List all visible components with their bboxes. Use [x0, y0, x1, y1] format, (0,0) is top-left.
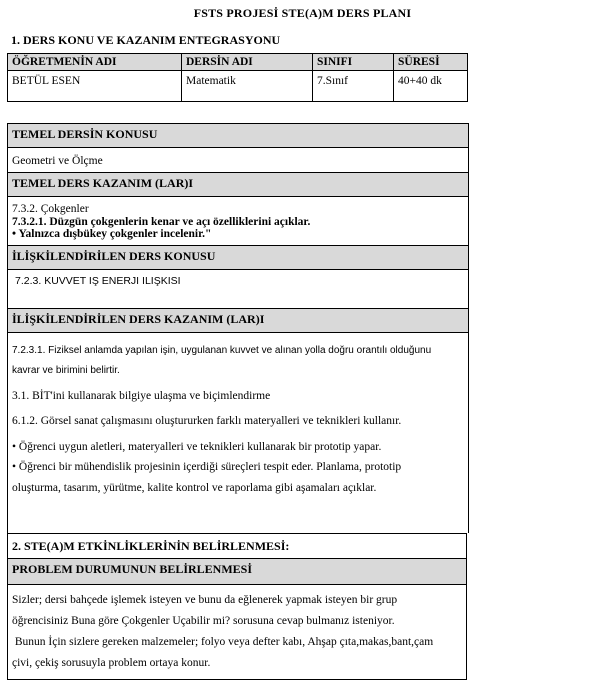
problem-box [7, 559, 467, 680]
kazanim-p4: • Öğrenci uygun aletleri, materyalleri ve teknikleri kullanarak bir prototip yapar. [12, 441, 382, 453]
duration: 40+40 dk [394, 71, 468, 102]
kazanim-line-3: • Yalnızca dışbükey çokgenler incelenir." [12, 228, 212, 240]
problem-line-1: Sizler; dersi bahçede işlemek isteyen ve bunu da eğlenerek yapmak isteyen bir grup [12, 594, 398, 606]
kazanim-p5b: oluşturma, tasarım, yürütme, kalite kontrol ve raporlama gibi aşamaları açıklar. [12, 482, 377, 494]
temel-kazanim-body [8, 197, 468, 245]
section-2-title: 2. STE(A)M ETKİNLİKLERİNİN BELİRLENMESİ: [12, 539, 290, 553]
iliskili-kazanim-header: İLİŞKİLENDİRİLEN DERS KAZANIM (LAR)I [8, 308, 468, 333]
temel-kazanim-header: TEMEL DERS KAZANIM (LAR)I [8, 172, 468, 197]
iliskili-konu-header: İLİŞKİLENDİRİLEN DERS KONUSU [8, 245, 468, 270]
kazanim-line-2: 7.3.2.1. Düzgün çokgenlerin kenar ve açı özelliklerini açıklar. [12, 216, 311, 228]
page-title: FSTS PROJESİ STE(A)M DERS PLANI [193, 6, 412, 20]
header-teacher: ÖĞRETMENİN ADI [8, 54, 182, 71]
kazanim-p2: 3.1. BİT'ini kullanarak bilgiye ulaşma ve biçimlendirme [12, 390, 271, 402]
problem-header: PROBLEM DURUMUNUN BELİRLENMESİ [8, 559, 466, 585]
info-table [7, 53, 468, 102]
class-name: 7.Sınıf [313, 71, 394, 102]
header-class: SINIFI [313, 54, 394, 71]
kazanim-p1b: kavrar ve birimini belirtir. [12, 365, 120, 376]
kazanim-line-1: 7.3.2. Çokgenler [12, 203, 89, 215]
plan-box [7, 123, 469, 533]
problem-body [8, 585, 466, 673]
temel-konu-header: TEMEL DERSİN KONUSU [8, 123, 468, 148]
problem-line-3: Bunun İçin sizlere gereken malzemeler; folyo veya defter kabı, Ahşap çıta,makas,bant,çam [12, 636, 434, 648]
section-2-bar [7, 533, 467, 559]
teacher-name: BETÜL ESEN [8, 71, 182, 102]
iliskili-konu-text: 7.2.3. KUVVET IŞ ENERJI ILIŞKISI [15, 275, 181, 287]
iliskili-kazanim-body [8, 333, 468, 498]
header-duration: SÜRESİ [394, 54, 468, 71]
header-course: DERSİN ADI [182, 54, 313, 71]
kazanim-p3: 6.1.2. Görsel sanat çalışmasını oluştururken farklı materyalleri ve teknikleri kullanır. [12, 415, 402, 427]
problem-line-2: öğrencisiniz Buna göre Çokgenler Uçabilir mi? sorusuna cevap bulmanız isteniyor. [12, 615, 395, 627]
kazanim-p1a: 7.2.3.1. Fiziksel anlamda yapılan işin, uygulanan kuvvet ve alınan yolla doğru orantılı olduğunu [12, 345, 432, 356]
section-1-title: 1. DERS KONU VE KAZANIM ENTEGRASYONU [11, 33, 281, 47]
info-table-header-row [8, 54, 468, 71]
kazanim-p5a: • Öğrenci bir mühendislik projesinin içerdiği süreçleri tespit eder. Planlama, prototip [12, 461, 402, 473]
course-name: Matematik [182, 71, 313, 102]
temel-konu-text: Geometri ve Ölçme [12, 155, 103, 167]
problem-line-4: çivi, çekiş sorusuyla problem ortaya konur. [12, 657, 211, 669]
info-table-row [8, 71, 468, 102]
